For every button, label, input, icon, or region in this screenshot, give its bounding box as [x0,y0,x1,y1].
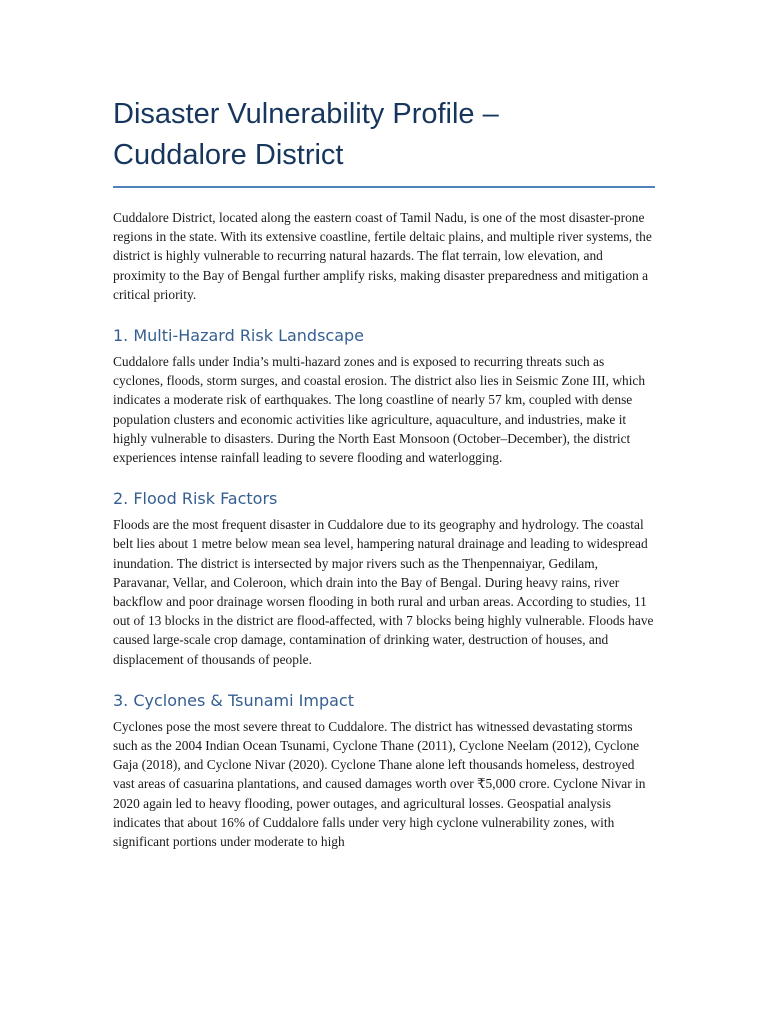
section-flood-risk [113,489,655,669]
section-heading: 1. Multi-Hazard Risk Landscape [113,326,365,346]
document-title [113,94,655,176]
section-heading: 3. Cyclones & Tsunami Impact [113,690,354,710]
section-multi-hazard [113,326,655,467]
section-body: Floods are the most frequent disaster in Cuddalore due to its geography and hydrology. The coastal belt lies about 1 metre below mean sea level, hampering natural drainage and leading to widespread inundation. The district is intersected by major rivers such as the Thenpennaiyar, Gedilam, Paravanar, Vellar, and Coleroon, which drain into the Bay of Bengal. During heavy rains, river backflow and poor drainage worsen flooding in both rural and urban areas. According to studies, 11 out of 13 blocks in the district are flood-affected, with 7 blocks being highly vulnerable. Floods have caused large-scale crop damage, contamination of drinking water, destruction of houses, and displacement of thousands of people. [113,517,654,667]
section-body: Cuddalore falls under India’s multi-hazard zones and is exposed to recurring threats such as cyclones, floods, storm surges, and coastal erosion. The district also lies in Seismic Zone III, which indicates a moderate risk of earthquakes. The long coastline of nearly 57 km, coupled with dense population clusters and economic activities like agriculture, aquaculture, and industries, make it highly vulnerable to disasters. During the North East Monsoon (October–December), the district experiences intense rainfall leading to severe flooding and waterlogging. [113,354,646,466]
section-cyclones-tsunami [113,691,655,851]
section-heading: 2. Flood Risk Factors [113,489,278,509]
section-body: Cyclones pose the most severe threat to Cuddalore. The district has witnessed devastating storms such as the 2004 Indian Ocean Tsunami, Cyclone Thane (2011), Cyclone Neelam (2012), Cyclone Gaja (2018), and Cyclone Nivar (2020). Cyclone Thane alone left thousands homeless, destroyed vast areas of casuarina plantations, and caused damages worth over ₹5,000 crore. Cyclone Nivar in 2020 again led to heavy flooding, power outages, and agricultural losses. Geospatial analysis indicates that about 16% of Cuddalore falls under very high cyclone vulnerability zones, with significant portions under moderate to high [113,718,646,850]
intro-paragraph: Cuddalore District, located along the eastern coast of Tamil Nadu, is one of the most disaster-prone regions in the state. With its extensive coastline, fertile deltaic plains, and multiple river systems, the district is highly vulnerable to recurring natural hazards. The flat terrain, low elevation, and proximity to the Bay of Bengal further amplify risks, making disaster preparedness and mitigation a critical priority. [113,210,652,302]
title-line-2: Cuddalore District [113,139,344,171]
title-underline [113,186,655,188]
title-line-1: Disaster Vulnerability Profile – [113,98,499,130]
